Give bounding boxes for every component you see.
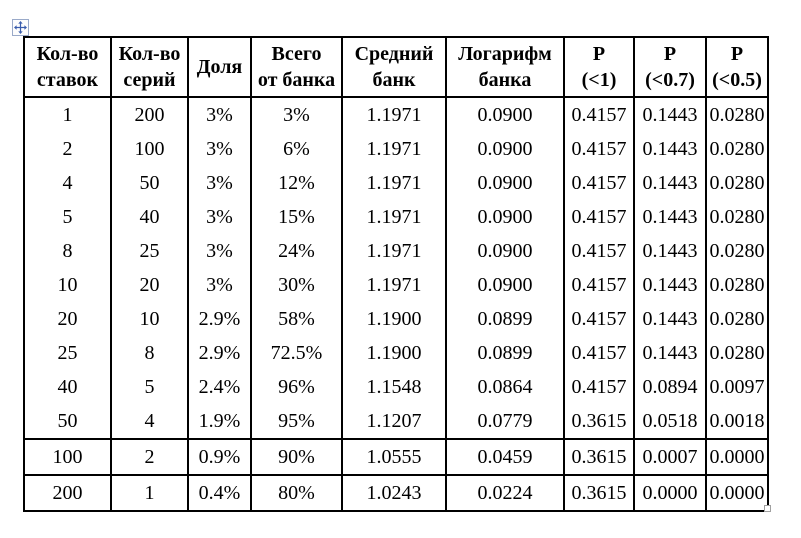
cell[interactable]: 50 [24, 404, 111, 439]
cell[interactable]: 20 [111, 268, 188, 302]
cell[interactable]: 0.0900 [446, 268, 564, 302]
cell[interactable]: 20 [24, 302, 111, 336]
column-header-line: Кол-во [36, 43, 99, 65]
cell[interactable]: 3% [188, 200, 251, 234]
cell[interactable]: 1.1971 [342, 234, 446, 268]
cell[interactable]: 0.4157 [564, 302, 634, 336]
cell[interactable]: 0.0007 [634, 439, 706, 475]
cell[interactable]: 0.4157 [564, 132, 634, 166]
cell[interactable]: 0.0000 [706, 475, 768, 511]
cell[interactable]: 0.0899 [446, 302, 564, 336]
cell[interactable]: 1 [111, 475, 188, 511]
column-header-line: (<1) [581, 69, 617, 91]
cell[interactable]: 0.0864 [446, 370, 564, 404]
cell[interactable]: 1.0555 [342, 439, 446, 475]
cell[interactable]: 1.1971 [342, 268, 446, 302]
column-header-line: ставок [36, 69, 99, 91]
cell[interactable]: 200 [24, 475, 111, 511]
table-row [24, 132, 768, 166]
column-header[interactable] [634, 37, 706, 97]
cell[interactable]: 0.3615 [564, 404, 634, 439]
cell[interactable]: 2 [24, 132, 111, 166]
cell[interactable]: 4 [111, 404, 188, 439]
column-header-line: банк [372, 69, 416, 91]
cell[interactable]: 0.4157 [564, 97, 634, 132]
cell[interactable]: 0.4157 [564, 370, 634, 404]
table-row [24, 302, 768, 336]
cell[interactable]: 24% [251, 234, 342, 268]
cell[interactable]: 5 [24, 200, 111, 234]
cell[interactable]: 0.0779 [446, 404, 564, 439]
cell[interactable]: 3% [188, 268, 251, 302]
data-table [23, 36, 769, 512]
column-header[interactable] [111, 37, 188, 97]
cell[interactable]: 1.1971 [342, 97, 446, 132]
cell[interactable]: 1.0243 [342, 475, 446, 511]
cell[interactable]: 1.1207 [342, 404, 446, 439]
table-row [24, 439, 768, 475]
column-header[interactable] [564, 37, 634, 97]
cell[interactable]: 4 [24, 166, 111, 200]
cell[interactable]: 1.1548 [342, 370, 446, 404]
cell[interactable]: 15% [251, 200, 342, 234]
cell[interactable]: 50 [111, 166, 188, 200]
cell[interactable]: 95% [251, 404, 342, 439]
table-row [24, 404, 768, 439]
cell[interactable]: 0.0000 [706, 439, 768, 475]
cell[interactable]: 0.0518 [634, 404, 706, 439]
cell[interactable]: 90% [251, 439, 342, 475]
column-header[interactable] [342, 37, 446, 97]
cell[interactable]: 72.5% [251, 336, 342, 370]
cell[interactable]: 1.1971 [342, 166, 446, 200]
table-row [24, 370, 768, 404]
cell[interactable]: 1.1900 [342, 302, 446, 336]
cell[interactable]: 2.4% [188, 370, 251, 404]
column-header-line: серий [123, 69, 176, 91]
column-header-line: банка [478, 69, 532, 91]
cell[interactable]: 10 [111, 302, 188, 336]
move-icon [14, 21, 27, 34]
cell[interactable]: 0.3615 [564, 439, 634, 475]
table-header-row [24, 37, 768, 97]
cell[interactable]: 3% [188, 97, 251, 132]
cell[interactable]: 200 [111, 97, 188, 132]
cell[interactable]: 0.0280 [706, 166, 768, 200]
table-row [24, 475, 768, 511]
cell[interactable]: 40 [111, 200, 188, 234]
cell[interactable]: 30% [251, 268, 342, 302]
column-header-line: Доля [196, 56, 243, 78]
cell[interactable]: 0.0900 [446, 97, 564, 132]
cell[interactable]: 58% [251, 302, 342, 336]
cell[interactable]: 0.0280 [706, 302, 768, 336]
cell[interactable]: 0.1443 [634, 200, 706, 234]
cell[interactable]: 1 [24, 97, 111, 132]
cell[interactable]: 0.4157 [564, 268, 634, 302]
cell[interactable]: 0.0224 [446, 475, 564, 511]
cell[interactable]: 40 [24, 370, 111, 404]
cell[interactable]: 2 [111, 439, 188, 475]
column-header-line: Кол-во [118, 43, 181, 65]
table-resize-handle[interactable] [764, 505, 771, 512]
cell[interactable]: 6% [251, 132, 342, 166]
cell[interactable]: 0.0097 [706, 370, 768, 404]
cell[interactable]: 1.9% [188, 404, 251, 439]
column-header-line: от банка [257, 69, 336, 91]
cell[interactable]: 0.0280 [706, 132, 768, 166]
cell[interactable]: 0.0280 [706, 268, 768, 302]
cell[interactable]: 0.1443 [634, 166, 706, 200]
table-row [24, 268, 768, 302]
cell[interactable]: 0.1443 [634, 97, 706, 132]
cell[interactable]: 5 [111, 370, 188, 404]
column-header-line: Всего [271, 43, 322, 65]
cell[interactable]: 0.0280 [706, 234, 768, 268]
cell[interactable]: 0.0459 [446, 439, 564, 475]
cell[interactable]: 0.0280 [706, 200, 768, 234]
table-row [24, 166, 768, 200]
cell[interactable]: 8 [111, 336, 188, 370]
column-header-line: (<0.7) [645, 69, 695, 91]
cell[interactable]: 3% [188, 166, 251, 200]
cell[interactable]: 0.4157 [564, 234, 634, 268]
table-move-handle[interactable] [12, 19, 29, 36]
cell[interactable]: 1.1900 [342, 336, 446, 370]
table-row [24, 336, 768, 370]
column-header[interactable] [188, 37, 251, 97]
cell[interactable]: 0.0000 [634, 475, 706, 511]
cell[interactable]: 0.0900 [446, 166, 564, 200]
cell[interactable]: 0.0900 [446, 200, 564, 234]
cell[interactable]: 0.4157 [564, 336, 634, 370]
cell[interactable]: 100 [111, 132, 188, 166]
cell[interactable]: 0.4% [188, 475, 251, 511]
table-header [24, 37, 768, 97]
cell[interactable]: 0.4157 [564, 200, 634, 234]
column-header-line: P [663, 43, 677, 65]
cell[interactable]: 3% [188, 132, 251, 166]
column-header[interactable] [446, 37, 564, 97]
cell[interactable]: 25 [24, 336, 111, 370]
cell[interactable]: 0.9% [188, 439, 251, 475]
table-body [24, 97, 768, 511]
cell[interactable]: 8 [24, 234, 111, 268]
column-header-line: Средний [354, 43, 434, 65]
cell[interactable]: 0.0900 [446, 132, 564, 166]
column-header-line: P [730, 43, 744, 65]
cell[interactable]: 10 [24, 268, 111, 302]
cell[interactable]: 2.9% [188, 302, 251, 336]
cell[interactable]: 0.3615 [564, 475, 634, 511]
cell[interactable]: 0.1443 [634, 268, 706, 302]
cell[interactable]: 80% [251, 475, 342, 511]
cell[interactable]: 100 [24, 439, 111, 475]
cell[interactable]: 0.1443 [634, 132, 706, 166]
column-header-line: (<0.5) [712, 69, 762, 91]
cell[interactable]: 0.4157 [564, 166, 634, 200]
cell[interactable]: 0.1443 [634, 234, 706, 268]
column-header[interactable] [251, 37, 342, 97]
table-row [24, 97, 768, 132]
column-header-line: P [592, 43, 606, 65]
cell[interactable]: 0.0280 [706, 97, 768, 132]
cell[interactable]: 25 [111, 234, 188, 268]
cell[interactable]: 0.0894 [634, 370, 706, 404]
cell[interactable]: 12% [251, 166, 342, 200]
cell[interactable]: 1.1971 [342, 132, 446, 166]
cell[interactable]: 0.0018 [706, 404, 768, 439]
column-header[interactable] [706, 37, 768, 97]
column-header[interactable] [24, 37, 111, 97]
cell[interactable]: 0.1443 [634, 302, 706, 336]
cell[interactable]: 3% [188, 234, 251, 268]
cell[interactable]: 3% [251, 97, 342, 132]
table-row [24, 200, 768, 234]
cell[interactable]: 1.1971 [342, 200, 446, 234]
column-header-line: Логарифм [458, 43, 552, 65]
cell[interactable]: 0.1443 [634, 336, 706, 370]
table-row [24, 234, 768, 268]
cell[interactable]: 2.9% [188, 336, 251, 370]
cell[interactable]: 0.0900 [446, 234, 564, 268]
cell[interactable]: 0.0899 [446, 336, 564, 370]
cell[interactable]: 96% [251, 370, 342, 404]
cell[interactable]: 0.0280 [706, 336, 768, 370]
